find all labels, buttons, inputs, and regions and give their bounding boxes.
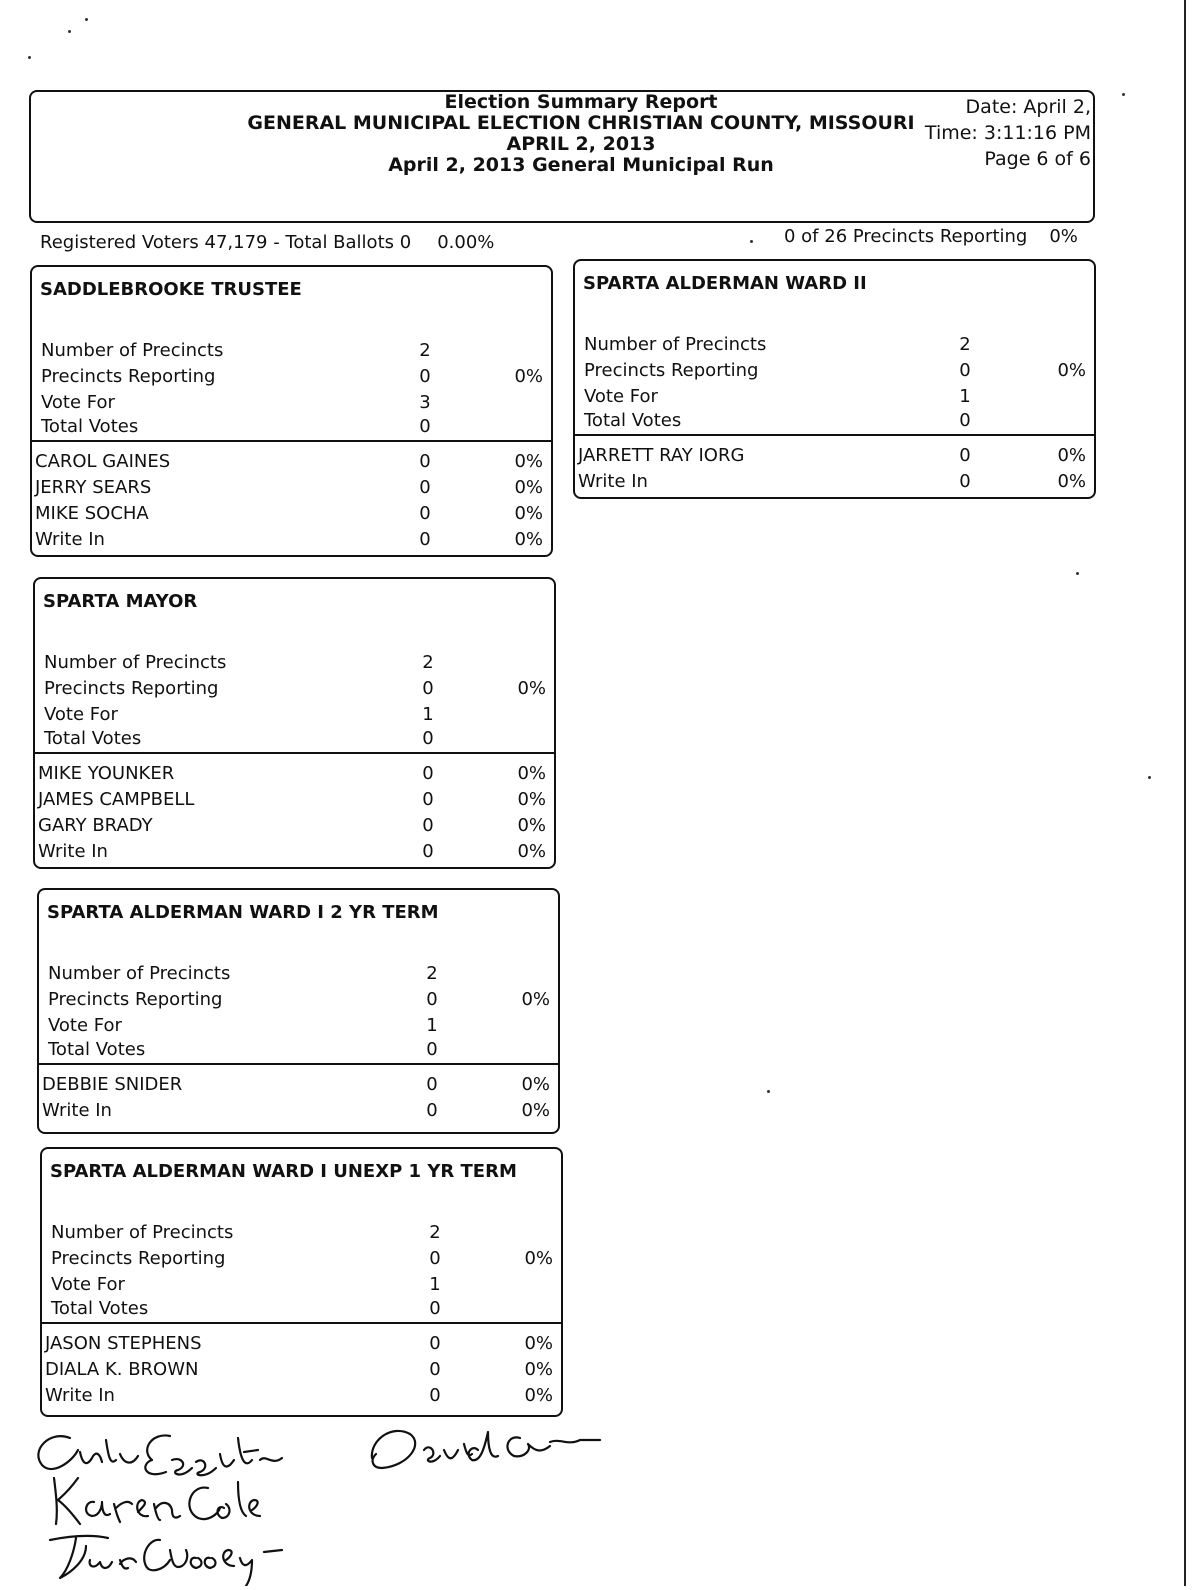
contest-title: SADDLEBROOKE TRUSTEE	[40, 279, 302, 300]
candidate-name: MIKE YOUNKER	[38, 763, 175, 784]
candidate-name: Write In	[42, 1100, 112, 1121]
report-title	[231, 92, 931, 176]
candidate-name: CAROL GAINES	[35, 451, 171, 472]
ballots-pct: 0.00%	[437, 232, 495, 253]
candidate-votes: 0	[959, 471, 971, 492]
stat-row	[39, 989, 558, 1013]
stat-row	[32, 392, 551, 416]
stat-label: Vote For	[48, 1015, 122, 1036]
title-line: GENERAL MUNICIPAL ELECTION CHRISTIAN COUNTY, MISSOURI	[247, 112, 915, 134]
candidate-pct: 0%	[517, 841, 546, 862]
scan-speck	[68, 30, 71, 33]
stat-value: 2	[419, 340, 431, 361]
candidate-pct: 0%	[517, 763, 546, 784]
title-line: April 2, 2013 General Municipal Run	[388, 154, 774, 176]
stat-label: Vote For	[41, 392, 115, 413]
scan-speck	[85, 18, 88, 21]
stat-value: 0	[959, 410, 971, 431]
stat-label: Precincts Reporting	[44, 678, 219, 699]
stat-value: 0	[429, 1248, 441, 1269]
candidate-votes: 0	[422, 789, 434, 810]
stat-label: Total Votes	[48, 1039, 146, 1060]
candidate-pct: 0%	[517, 789, 546, 810]
stat-row	[42, 1298, 561, 1322]
candidate-name: MIKE SOCHA	[35, 503, 149, 524]
stat-label: Precincts Reporting	[41, 366, 216, 387]
stat-label: Number of Precincts	[51, 1222, 234, 1243]
stat-row	[32, 416, 551, 440]
candidate-row	[32, 503, 551, 527]
scan-speck	[1122, 93, 1125, 96]
contest-sparta-alderman-ward-2	[573, 259, 1096, 499]
stat-value: 2	[426, 963, 438, 984]
stat-label: Precincts Reporting	[51, 1248, 226, 1269]
stat-row	[575, 410, 1094, 434]
contest-title: SPARTA ALDERMAN WARD I UNEXP 1 YR TERM	[50, 1161, 517, 1182]
candidate-name: JERRY SEARS	[35, 477, 152, 498]
stat-row	[575, 360, 1094, 384]
candidate-row	[35, 815, 554, 839]
precincts-summary	[784, 226, 1078, 247]
candidate-name: Write In	[45, 1385, 115, 1406]
candidate-votes: 0	[422, 841, 434, 862]
scan-speck	[1148, 776, 1151, 779]
stat-value: 0	[419, 416, 431, 437]
candidate-row	[32, 477, 551, 501]
signature-carla-essick	[38, 1435, 282, 1475]
stat-value: 0	[426, 1039, 438, 1060]
stat-row	[575, 386, 1094, 410]
stat-label: Number of Precincts	[48, 963, 231, 984]
candidate-pct: 0%	[514, 529, 543, 550]
stat-label: Vote For	[44, 704, 118, 725]
candidate-row	[42, 1333, 561, 1357]
stat-label: Vote For	[584, 386, 658, 407]
stat-row	[35, 678, 554, 702]
stat-row	[39, 1015, 558, 1039]
title-line: APRIL 2, 2013	[506, 133, 656, 155]
scan-speck	[28, 56, 31, 59]
stat-pct: 0%	[1057, 360, 1086, 381]
candidate-votes: 0	[429, 1333, 441, 1354]
divider	[39, 1063, 558, 1065]
candidate-name: GARY BRADY	[38, 815, 153, 836]
scan-speck	[1076, 572, 1079, 575]
divider	[42, 1322, 561, 1324]
stat-row	[42, 1222, 561, 1246]
stat-value: 2	[422, 652, 434, 673]
candidate-pct: 0%	[524, 1359, 553, 1380]
candidate-name: JASON STEPHENS	[45, 1333, 202, 1354]
handwritten-signatures	[20, 1410, 620, 1586]
stat-value: 2	[429, 1222, 441, 1243]
stat-row	[32, 340, 551, 364]
stat-row	[39, 963, 558, 987]
candidate-row	[35, 763, 554, 787]
stat-pct: 0%	[514, 366, 543, 387]
candidate-row	[32, 529, 551, 553]
stat-label: Number of Precincts	[41, 340, 224, 361]
report-time: Time: 3:11:16 PM	[924, 122, 1091, 144]
candidate-pct: 0%	[521, 1100, 550, 1121]
precincts-pct: 0%	[1049, 226, 1078, 247]
stat-label: Precincts Reporting	[48, 989, 223, 1010]
candidate-name: JARRETT RAY IORG	[578, 445, 745, 466]
stat-row	[42, 1274, 561, 1298]
candidate-votes: 0	[422, 815, 434, 836]
stat-value: 0	[429, 1298, 441, 1319]
stat-value: 2	[959, 334, 971, 355]
candidate-row	[32, 451, 551, 475]
candidate-pct: 0%	[521, 1074, 550, 1095]
candidate-votes: 0	[419, 529, 431, 550]
stat-label: Number of Precincts	[44, 652, 227, 673]
signature-karen-cole	[54, 1478, 260, 1524]
stat-value: 0	[419, 366, 431, 387]
registered-voters-summary	[40, 232, 494, 253]
stat-row	[35, 728, 554, 752]
stat-label: Total Votes	[41, 416, 139, 437]
candidate-votes: 0	[419, 477, 431, 498]
candidate-pct: 0%	[1057, 471, 1086, 492]
candidate-row	[42, 1385, 561, 1409]
stat-row	[39, 1039, 558, 1063]
candidate-pct: 0%	[524, 1333, 553, 1354]
stat-label: Precincts Reporting	[584, 360, 759, 381]
stat-value: 1	[426, 1015, 438, 1036]
stat-pct: 0%	[524, 1248, 553, 1269]
stat-value: 0	[422, 728, 434, 749]
candidate-row	[35, 841, 554, 865]
candidate-pct: 0%	[1057, 445, 1086, 466]
contest-title: SPARTA ALDERMAN WARD II	[583, 273, 867, 294]
stat-label: Vote For	[51, 1274, 125, 1295]
candidate-name: Write In	[38, 841, 108, 862]
candidate-pct: 0%	[524, 1385, 553, 1406]
candidate-votes: 0	[426, 1100, 438, 1121]
stat-row	[42, 1248, 561, 1272]
divider	[35, 752, 554, 754]
candidate-votes: 0	[422, 763, 434, 784]
stat-label: Total Votes	[44, 728, 142, 749]
precincts-reporting-text: 0 of 26 Precincts Reporting	[784, 226, 1028, 247]
divider	[32, 440, 551, 442]
stat-row	[35, 652, 554, 676]
title-line: Election Summary Report	[444, 91, 718, 113]
candidate-row	[575, 445, 1094, 469]
contest-saddlebrooke-trustee	[30, 265, 553, 557]
stat-pct: 0%	[517, 678, 546, 699]
candidate-pct: 0%	[514, 503, 543, 524]
stat-value: 0	[426, 989, 438, 1010]
candidate-votes: 0	[959, 445, 971, 466]
candidate-row	[35, 789, 554, 813]
candidate-name: JAMES CAMPBELL	[38, 789, 195, 810]
candidate-row	[39, 1100, 558, 1124]
stat-value: 0	[422, 678, 434, 699]
candidate-pct: 0%	[517, 815, 546, 836]
candidate-name: Write In	[578, 471, 648, 492]
stat-value: 3	[419, 392, 431, 413]
candidate-pct: 0%	[514, 477, 543, 498]
scan-speck	[767, 1090, 770, 1093]
scan-speck	[750, 240, 753, 243]
stat-row	[575, 334, 1094, 358]
stat-label: Number of Precincts	[584, 334, 767, 355]
candidate-votes: 0	[419, 503, 431, 524]
contest-sparta-mayor	[33, 577, 556, 869]
candidate-votes: 0	[426, 1074, 438, 1095]
stat-value: 1	[959, 386, 971, 407]
report-meta	[911, 94, 1091, 172]
candidate-row	[575, 471, 1094, 495]
report-header	[29, 90, 1095, 223]
report-date: Date: April 2,	[965, 96, 1091, 118]
stat-value: 0	[959, 360, 971, 381]
candidate-name: Write In	[35, 529, 105, 550]
divider	[575, 434, 1094, 436]
candidate-name: DEBBIE SNIDER	[42, 1074, 183, 1095]
candidate-votes: 0	[419, 451, 431, 472]
stat-value: 1	[422, 704, 434, 725]
candidate-votes: 0	[429, 1359, 441, 1380]
candidate-row	[39, 1074, 558, 1098]
stat-value: 1	[429, 1274, 441, 1295]
contest-title: SPARTA MAYOR	[43, 591, 198, 612]
contest-sparta-alderman-ward-1-2yr	[37, 888, 560, 1134]
stat-label: Total Votes	[584, 410, 682, 431]
candidate-votes: 0	[429, 1385, 441, 1406]
registered-voters-text: Registered Voters 47,179 - Total Ballots 0	[40, 232, 412, 253]
candidate-row	[42, 1359, 561, 1383]
report-page: Page 6 of 6	[984, 148, 1091, 170]
signature-don-russey	[50, 1536, 282, 1586]
candidate-name: DIALA K. BROWN	[45, 1359, 199, 1380]
contest-title: SPARTA ALDERMAN WARD I 2 YR TERM	[47, 902, 439, 923]
stat-row	[32, 366, 551, 390]
stat-row	[35, 704, 554, 728]
candidate-pct: 0%	[514, 451, 543, 472]
signature-david-cole	[372, 1431, 600, 1468]
stat-pct: 0%	[521, 989, 550, 1010]
contest-sparta-alderman-ward-1-unexp	[40, 1147, 563, 1417]
stat-label: Total Votes	[51, 1298, 149, 1319]
